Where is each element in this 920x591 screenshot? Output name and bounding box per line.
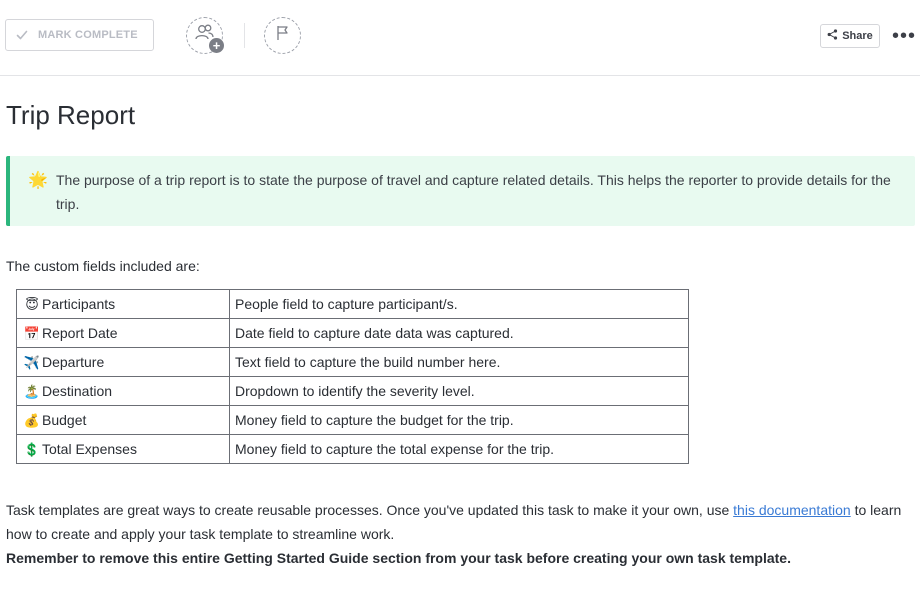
field-name: Destination — [42, 382, 113, 399]
field-description: Money field to capture the budget for the trip. — [230, 406, 689, 435]
priority-flag-button[interactable] — [264, 17, 301, 54]
field-name-cell — [17, 290, 230, 319]
money-bag-icon: 💰 — [23, 412, 41, 428]
share-icon — [827, 27, 838, 45]
island-icon: 🏝️ — [23, 383, 41, 399]
field-name: Departure — [42, 353, 105, 370]
plus-icon: + — [209, 38, 224, 53]
field-name-cell — [17, 377, 230, 406]
field-description: Money field to capture the total expense for the trip. — [230, 435, 689, 464]
info-callout — [6, 156, 915, 226]
share-label: Share — [842, 30, 873, 42]
field-description: People field to capture participant/s. — [230, 290, 689, 319]
callout-text: The purpose of a trip report is to state the purpose of travel and capture related details. This helps the reporter to provide details for the trip. — [56, 172, 891, 212]
custom-fields-table — [16, 289, 689, 464]
field-name: Participants — [42, 295, 116, 312]
page-title[interactable]: Trip Report — [6, 100, 136, 130]
table-row — [17, 290, 689, 319]
dollar-sign-icon: 💲 — [23, 441, 41, 457]
airplane-icon: ✈️ — [23, 354, 41, 370]
share-button[interactable] — [820, 24, 880, 48]
task-toolbar — [0, 0, 920, 76]
field-description: Date field to capture date data was captured. — [230, 319, 689, 348]
field-name-cell — [17, 348, 230, 377]
field-description: Text field to capture the build number here. — [230, 348, 689, 377]
template-info-text — [6, 498, 916, 546]
calendar-icon: 📅 — [23, 325, 41, 341]
toolbar-divider — [244, 23, 245, 48]
template-info-after-link: to learn how to create and apply your task template to streamline work. — [6, 502, 902, 542]
star-icon: 🌟 — [28, 172, 48, 189]
table-row — [17, 406, 689, 435]
template-info-before-link: Task templates are great ways to create reusable processes. Once you've updated this task to make it your own, use — [6, 502, 734, 518]
removal-note: Remember to remove this entire Getting Started Guide section from your task before creating your own task template. — [6, 550, 791, 566]
check-icon — [16, 29, 28, 41]
custom-fields-intro: The custom fields included are: — [6, 258, 200, 274]
field-name-cell — [17, 435, 230, 464]
flag-icon — [276, 25, 290, 46]
more-options-button[interactable] — [892, 24, 916, 48]
field-name-cell — [17, 319, 230, 348]
field-name: Total Expenses — [42, 440, 137, 457]
smiling-face-icon: 😇 — [25, 296, 39, 312]
table-row — [17, 377, 689, 406]
table-row — [17, 435, 689, 464]
table-row — [17, 319, 689, 348]
field-name: Budget — [42, 411, 87, 428]
documentation-link[interactable]: this documentation — [733, 502, 851, 518]
field-name-cell — [17, 406, 230, 435]
table-row — [17, 348, 689, 377]
more-icon: ••• — [892, 25, 917, 47]
add-assignee-button[interactable] — [186, 17, 223, 54]
mark-complete-label: MARK COMPLETE — [38, 29, 138, 41]
field-description: Dropdown to identify the severity level. — [230, 377, 689, 406]
mark-complete-button[interactable] — [5, 19, 154, 51]
field-name: Report Date — [42, 324, 118, 341]
